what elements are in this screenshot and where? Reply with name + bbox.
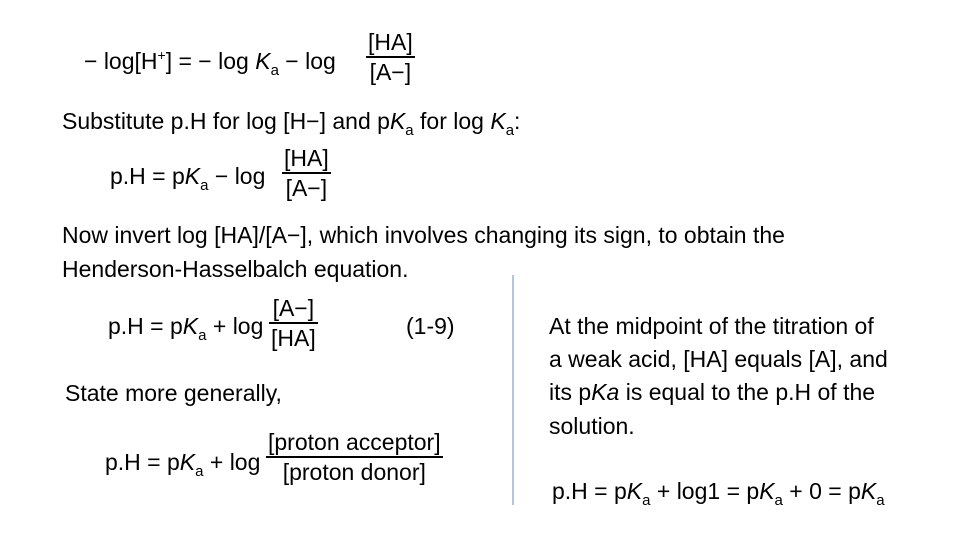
invert-paragraph-line-2: Henderson-Hasselbalch equation. <box>62 256 409 282</box>
general-equation: $p.H = pK_a + \log$ <box>105 449 261 480</box>
state-generally-text: State more generally, <box>65 380 282 406</box>
henderson-hasselbalch-equation: $p.H = pK_a + \log$ <box>108 313 264 344</box>
fraction-numerator: [HA] <box>284 145 329 171</box>
midpoint-note-line-1: At the midpoint of the titration of <box>549 313 874 339</box>
equation-2-fraction <box>282 144 331 202</box>
substitute-text: Substitute p.H for log [H−] and $pK_a$ for $\log K_a$: <box>62 108 521 139</box>
equation-3-fraction <box>269 294 318 352</box>
midpoint-note-line-2: a weak acid, [HA] equals [A], and <box>549 346 888 372</box>
invert-paragraph-line-1: Now invert log [HA]/[A−], which involves changing its sign, to obtain the <box>62 222 785 248</box>
equation-2: $p.H = pK_a - \log$ <box>110 163 266 194</box>
equation-1-fraction <box>366 28 415 86</box>
equation-1: − log[H+] = − $\log K_a - \log$ <box>84 47 336 79</box>
fraction-numerator: [proton acceptor] <box>268 429 441 455</box>
fraction-numerator: [A−] <box>272 295 315 321</box>
midpoint-equation: $p.H = pK_a + \log 1 = pK_a + 0 = pK_a$ <box>552 478 885 509</box>
equation-4-fraction <box>266 428 443 486</box>
fraction-denominator: [HA] <box>271 325 316 351</box>
equation-number: (1-9) <box>406 313 455 339</box>
column-divider <box>512 275 514 505</box>
fraction-denominator: [A−] <box>285 175 328 201</box>
fraction-denominator: [A−] <box>369 59 412 85</box>
midpoint-note-line-4: solution. <box>549 413 635 439</box>
fraction-denominator: [proton donor] <box>282 459 426 485</box>
fraction-numerator: [HA] <box>368 29 413 55</box>
midpoint-note-line-3: its pKa is equal to the p.H of the <box>549 379 876 405</box>
